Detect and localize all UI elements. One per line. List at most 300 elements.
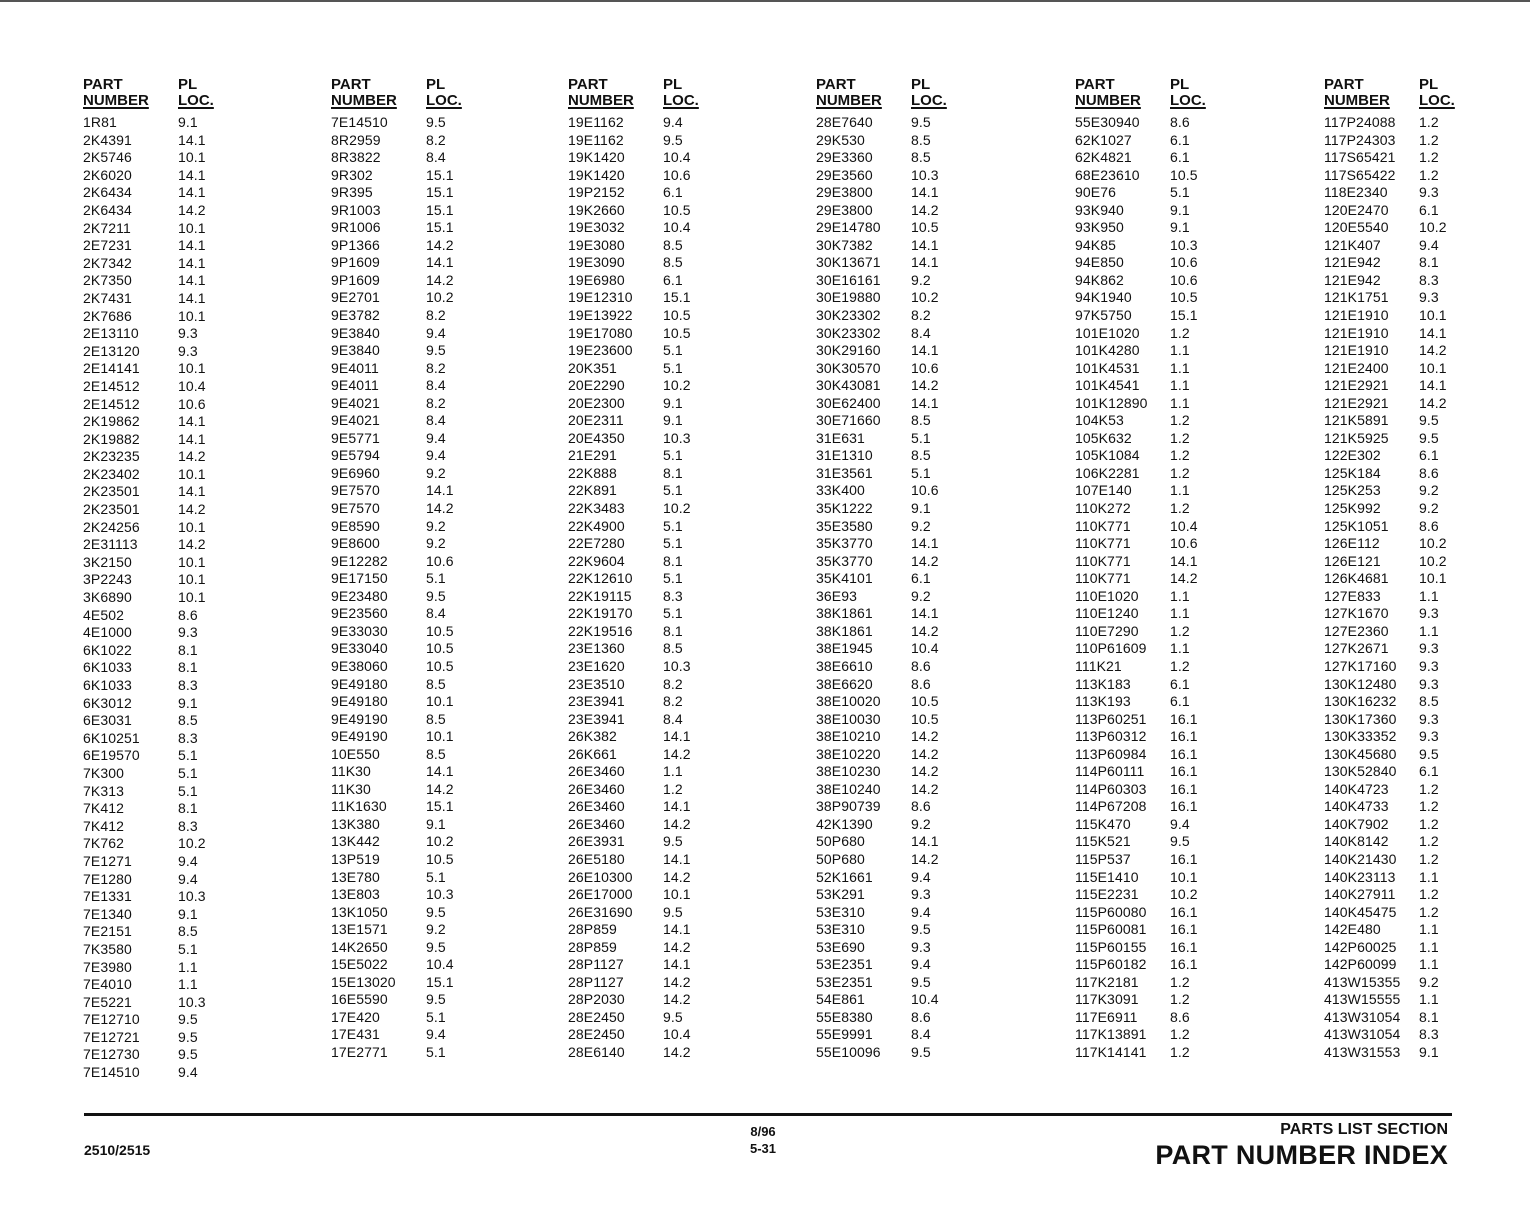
pl-location: 14.1: [426, 254, 454, 271]
index-row: [1075, 658, 1215, 676]
index-row: [1324, 939, 1464, 957]
index-row: [1324, 132, 1464, 150]
part-number: 19E12310: [568, 289, 633, 306]
index-row: [1324, 430, 1464, 448]
pl-location: 8.1: [663, 464, 683, 481]
part-number: 28E6140: [568, 1043, 625, 1060]
pl-location: 14.2: [663, 991, 691, 1008]
pl-location: 14.1: [178, 131, 206, 148]
index-row: [331, 676, 471, 694]
index-row: [1324, 395, 1464, 413]
part-number: 4E502: [83, 606, 124, 623]
index-row: [568, 991, 708, 1009]
pl-location: 9.4: [178, 852, 198, 869]
index-row: [1324, 711, 1464, 729]
part-number: 2E14512: [83, 377, 140, 394]
index-row: [1324, 798, 1464, 816]
part-number: 140K27911: [1324, 886, 1396, 903]
part-number: 13K1050: [331, 903, 388, 920]
part-number: 9E49180: [331, 693, 388, 710]
part-number: 6E19570: [83, 747, 140, 764]
index-row: [83, 343, 223, 361]
part-number: 7K762: [83, 835, 124, 852]
pl-location: 9.5: [426, 587, 446, 604]
pl-location: 9.4: [911, 956, 931, 973]
part-number: 113K193: [1075, 693, 1131, 710]
index-row: [568, 377, 708, 395]
index-row: [568, 798, 708, 816]
part-number: 140K8142: [1324, 833, 1389, 850]
index-row: [1075, 202, 1215, 220]
index-row: [568, 342, 708, 360]
index-row: [568, 833, 708, 851]
pl-location: 10.5: [426, 657, 454, 674]
loc-label: LOC.: [911, 92, 947, 109]
part-number: 2K7431: [83, 289, 132, 306]
pl-location: 9.5: [663, 1008, 683, 1025]
index-rows: [1075, 114, 1215, 1062]
index-row: [331, 447, 471, 465]
part-number: 38E6620: [816, 675, 873, 692]
part-number: 117S65421: [1324, 149, 1396, 166]
part-number: 38E10230: [816, 763, 881, 780]
pl-location: 14.2: [911, 763, 939, 780]
pl-location: 8.6: [911, 798, 931, 815]
pl-location: 14.1: [663, 728, 691, 745]
part-number: 13K442: [331, 833, 380, 850]
pl-location: 14.2: [911, 850, 939, 867]
index-row: [331, 588, 471, 606]
pl-location: 14.2: [1419, 394, 1447, 411]
index-row: [1075, 886, 1215, 904]
pl-location: 10.1: [178, 553, 206, 570]
pl-location: 10.5: [911, 219, 939, 236]
index-row: [568, 605, 708, 623]
pl-location: 14.2: [911, 377, 939, 394]
pl-location: 9.1: [1170, 219, 1190, 236]
pl-location: 8.5: [911, 412, 931, 429]
pl-location: 10.3: [1170, 236, 1198, 253]
part-number: 115P60155: [1075, 938, 1147, 955]
index-row: [816, 149, 956, 167]
part-number: 9E3840: [331, 324, 380, 341]
pl-location: 15.1: [426, 166, 454, 183]
index-row: [83, 835, 223, 853]
pl-location: 10.5: [1170, 289, 1198, 306]
part-number: 55E9991: [816, 1026, 873, 1043]
pl-location: 10.6: [178, 395, 206, 412]
pl-location: 15.1: [426, 798, 454, 815]
part-number: 26E31690: [568, 903, 633, 920]
pl-location: 14.1: [1170, 552, 1198, 569]
part-number: 9P1609: [331, 271, 380, 288]
index-row: [331, 307, 471, 325]
part-number: 22K19516: [568, 622, 633, 639]
pl-location: 9.3: [178, 624, 198, 641]
part-number: 101K4541: [1075, 377, 1140, 394]
index-row: [83, 712, 223, 730]
index-row: [816, 781, 956, 799]
pl-location: 10.3: [663, 429, 691, 446]
part-number: 110K771: [1075, 570, 1131, 587]
index-row: [1324, 535, 1464, 553]
part-number: 121E942: [1324, 254, 1381, 271]
part-number: 28E2450: [568, 1008, 625, 1025]
pl-location: 14.2: [178, 201, 206, 218]
index-row: [1324, 342, 1464, 360]
index-row: [568, 202, 708, 220]
index-row: [331, 114, 471, 132]
pl-location: 9.2: [1419, 973, 1439, 990]
index-row: [83, 220, 223, 238]
part-number: 50P680: [816, 850, 865, 867]
pl-location: 6.1: [1419, 763, 1439, 780]
index-row: [816, 395, 956, 413]
part-number: 35K1222: [816, 500, 873, 517]
part-number: 142E480: [1324, 921, 1381, 938]
index-row: [331, 342, 471, 360]
index-row: [331, 1044, 471, 1062]
index-row: [1324, 676, 1464, 694]
pl-label: PL: [1419, 76, 1439, 93]
index-row: [568, 1044, 708, 1062]
index-row: [331, 377, 471, 395]
pl-location: 10.6: [426, 552, 454, 569]
index-row: [816, 360, 956, 378]
pl-location: 9.1: [178, 905, 198, 922]
pl-location: 14.2: [663, 745, 691, 762]
index-row: [1324, 553, 1464, 571]
index-row: [816, 412, 956, 430]
pl-location: 5.1: [426, 868, 446, 885]
index-row: [1075, 237, 1215, 255]
index-row: [568, 184, 708, 202]
part-number: 2K7342: [83, 254, 132, 271]
index-row: [83, 888, 223, 906]
index-row: [83, 413, 223, 431]
part-number: 110E7290: [1075, 622, 1139, 639]
pl-location: 9.5: [426, 938, 446, 955]
pl-location: 9.2: [911, 517, 931, 534]
part-number: 140K4723: [1324, 780, 1389, 797]
pl-location: 10.1: [178, 589, 206, 606]
index-row: [1075, 921, 1215, 939]
index-rows: [816, 114, 956, 1062]
index-row: [1324, 658, 1464, 676]
index-row: [816, 447, 956, 465]
part-number: 140K4733: [1324, 798, 1389, 815]
part-number: 9E5771: [331, 429, 380, 446]
pl-location: 10.2: [426, 833, 454, 850]
part-number: 7E5221: [83, 993, 132, 1010]
pl-location: 10.6: [663, 166, 691, 183]
pl-location: 10.6: [911, 482, 939, 499]
pl-location: 9.2: [911, 587, 931, 604]
pl-location: 8.6: [1419, 464, 1439, 481]
part-number: 9E4021: [331, 412, 380, 429]
part-number: 2E13110: [83, 325, 139, 342]
part-number: 115K521: [1075, 833, 1131, 850]
index-row: [816, 272, 956, 290]
part-number: 3K6890: [83, 589, 132, 606]
part-number: 9E38060: [331, 657, 388, 674]
part-number: 121K1751: [1324, 289, 1389, 306]
part-number: 26E5180: [568, 850, 625, 867]
part-number: 29E3800: [816, 184, 873, 201]
pl-location: 10.4: [1170, 517, 1198, 534]
index-row: [568, 535, 708, 553]
part-number: 130K12480: [1324, 675, 1397, 692]
pl-location: 8.5: [178, 712, 198, 729]
pl-location: 10.1: [1170, 868, 1198, 885]
index-row: [1075, 1026, 1215, 1044]
index-row: [1075, 1044, 1215, 1062]
part-number: 28E2450: [568, 1026, 625, 1043]
index-row: [1324, 570, 1464, 588]
part-number: 121E1910: [1324, 342, 1389, 359]
index-row: [1324, 237, 1464, 255]
pl-location: 10.1: [178, 219, 206, 236]
part-number: 2E14141: [83, 360, 140, 377]
pl-location: 14.1: [911, 535, 939, 552]
pl-location: 10.1: [178, 518, 206, 535]
pl-location: 1.1: [1419, 938, 1439, 955]
index-row: [83, 448, 223, 466]
index-row: [816, 658, 956, 676]
part-number: 22K9604: [568, 552, 625, 569]
column-header: [1324, 77, 1464, 109]
index-row: [331, 869, 471, 887]
part-number: 30E19880: [816, 289, 881, 306]
index-row: [83, 255, 223, 273]
pl-location: 9.1: [663, 394, 683, 411]
part-number: 105K1084: [1075, 447, 1140, 464]
part-number: 6K10251: [83, 729, 140, 746]
pl-location: 8.6: [911, 657, 931, 674]
index-row: [816, 991, 956, 1009]
index-row: [568, 132, 708, 150]
index-row: [331, 149, 471, 167]
part-number: 7E1271: [83, 852, 132, 869]
index-row: [331, 711, 471, 729]
part-number: 115P60182: [1075, 956, 1147, 973]
index-row: [331, 974, 471, 992]
part-number: 125K253: [1324, 482, 1381, 499]
pl-location: 6.1: [1170, 675, 1190, 692]
part-number: 20K351: [568, 359, 617, 376]
part-number: 6K1022: [83, 641, 132, 658]
part-number: 19P2152: [568, 184, 625, 201]
pl-location: 1.2: [1170, 429, 1190, 446]
index-row: [1075, 325, 1215, 343]
index-row: [816, 904, 956, 922]
part-number: 30K13671: [816, 254, 881, 271]
pl-location: 9.4: [178, 1064, 198, 1081]
index-row: [1324, 167, 1464, 185]
top-border: [0, 0, 1530, 2]
part-number: 13E1571: [331, 921, 388, 938]
pl-location: 1.1: [1419, 587, 1439, 604]
part-number: 13E803: [331, 886, 380, 903]
index-row: [83, 519, 223, 537]
pl-label: PL: [426, 76, 446, 93]
loc-label: LOC.: [178, 92, 214, 109]
pl-location: 8.4: [426, 412, 446, 429]
pl-location: 9.4: [663, 114, 683, 130]
index-row: [83, 659, 223, 677]
pl-location: 8.6: [1419, 517, 1439, 534]
pl-location: 9.5: [1419, 412, 1439, 429]
part-number: 14K2650: [331, 938, 388, 955]
part-number: 2E31113: [83, 536, 138, 553]
index-row: [1075, 763, 1215, 781]
part-number: 110P61609: [1075, 640, 1147, 657]
pl-location: 16.1: [1170, 921, 1198, 938]
pl-location: 6.1: [1170, 693, 1190, 710]
pl-location: 1.1: [1419, 956, 1439, 973]
index-row: [1324, 325, 1464, 343]
pl-location: 8.4: [911, 1026, 931, 1043]
index-row: [816, 746, 956, 764]
pl-location: 14.1: [911, 184, 939, 201]
index-row: [1075, 816, 1215, 834]
index-row: [568, 167, 708, 185]
index-row: [1075, 342, 1215, 360]
index-row: [568, 746, 708, 764]
pl-location: 14.2: [911, 201, 939, 218]
index-row: [568, 500, 708, 518]
pl-location: 1.2: [1419, 780, 1439, 797]
part-number: 2K7350: [83, 272, 132, 289]
part-number: 113P60984: [1075, 745, 1147, 762]
pl-location: 1.2: [1170, 1043, 1190, 1060]
part-number: 2K19862: [83, 413, 140, 430]
part-number: 31E1310: [816, 447, 873, 464]
pl-location: 8.1: [663, 552, 683, 569]
index-row: [1324, 465, 1464, 483]
part-number: 125K1051: [1324, 517, 1389, 534]
part-number: 2K6434: [83, 201, 132, 218]
part-number: 28P1127: [568, 956, 624, 973]
part-number: 127K17160: [1324, 657, 1397, 674]
index-row: [1324, 184, 1464, 202]
part-number: 9R1003: [331, 201, 381, 218]
pl-location: 9.5: [663, 833, 683, 850]
part-number: 7K300: [83, 764, 124, 781]
part-number: 104K53: [1075, 412, 1124, 429]
part-number: 110K272: [1075, 500, 1131, 517]
pl-location: 9.1: [426, 815, 446, 832]
number-label: NUMBER: [568, 92, 634, 109]
pl-location: 10.2: [1419, 552, 1447, 569]
index-row: [83, 941, 223, 959]
index-row: [331, 202, 471, 220]
index-row: [568, 711, 708, 729]
pl-location: 10.1: [178, 571, 206, 588]
date-page: [750, 1123, 776, 1157]
pl-location: 10.4: [178, 377, 206, 394]
index-row: [1075, 746, 1215, 764]
pl-location: 10.3: [178, 888, 206, 905]
part-number: 38K1861: [816, 622, 873, 639]
index-row: [568, 728, 708, 746]
index-row: [1324, 482, 1464, 500]
index-rows: [1324, 114, 1464, 1062]
part-number: 20E2300: [568, 394, 625, 411]
pl-location: 10.5: [426, 640, 454, 657]
pl-location: 15.1: [426, 973, 454, 990]
loc-label: LOC.: [663, 92, 699, 109]
part-number: 26K382: [568, 728, 617, 745]
pl-location: 6.1: [1419, 201, 1439, 218]
pl-location: 5.1: [663, 605, 683, 622]
index-row: [83, 976, 223, 994]
part-number: 2K4391: [83, 131, 132, 148]
index-row: [1324, 360, 1464, 378]
pl-location: 14.2: [1170, 570, 1198, 587]
index-row: [816, 570, 956, 588]
index-row: [331, 518, 471, 536]
index-row: [1075, 728, 1215, 746]
index-row: [83, 589, 223, 607]
pl-location: 5.1: [426, 1043, 446, 1060]
index-row: [83, 800, 223, 818]
part-number: 17E420: [331, 1008, 380, 1025]
part-number: 13K380: [331, 815, 380, 832]
part-number: 110K771: [1075, 535, 1131, 552]
part-number: 2K7686: [83, 307, 132, 324]
pl-location: 9.3: [1419, 710, 1439, 727]
pl-location: 10.2: [1170, 886, 1198, 903]
pl-location: 1.2: [1170, 973, 1190, 990]
part-number: 38E6610: [816, 657, 873, 674]
pl-location: 8.3: [1419, 271, 1439, 288]
pl-location: 8.6: [1170, 1008, 1190, 1025]
part-number: 13P519: [331, 850, 380, 867]
pl-location: 8.3: [178, 817, 198, 834]
pl-location: 9.2: [426, 535, 446, 552]
part-number: 90E76: [1075, 184, 1116, 201]
index-row: [1075, 482, 1215, 500]
pl-location: 15.1: [663, 289, 691, 306]
index-row: [1324, 605, 1464, 623]
index-row: [1324, 518, 1464, 536]
pl-location: 9.3: [178, 342, 198, 359]
part-number: 130K45680: [1324, 745, 1397, 762]
pl-location: 6.1: [911, 570, 931, 587]
pl-location: 1.1: [663, 763, 683, 780]
index-row: [331, 851, 471, 869]
pl-location: 1.2: [1170, 447, 1190, 464]
index-row: [816, 640, 956, 658]
part-number: 7K3580: [83, 940, 132, 957]
pl-location: 10.1: [1419, 359, 1447, 376]
part-number: 9E7570: [331, 482, 380, 499]
part-number: 7K313: [83, 782, 124, 799]
pl-location: 10.1: [178, 360, 206, 377]
index-row: [816, 728, 956, 746]
index-row: [331, 1026, 471, 1044]
pl-location: 9.5: [1419, 429, 1439, 446]
pl-location: 8.5: [911, 447, 931, 464]
part-number: 10E550: [331, 745, 380, 762]
pl-location: 6.1: [663, 184, 683, 201]
part-number: 9E5794: [331, 447, 380, 464]
pl-location: 1.1: [1170, 482, 1190, 499]
index-row: [816, 763, 956, 781]
index-row: [1075, 711, 1215, 729]
index-row: [1075, 939, 1215, 957]
